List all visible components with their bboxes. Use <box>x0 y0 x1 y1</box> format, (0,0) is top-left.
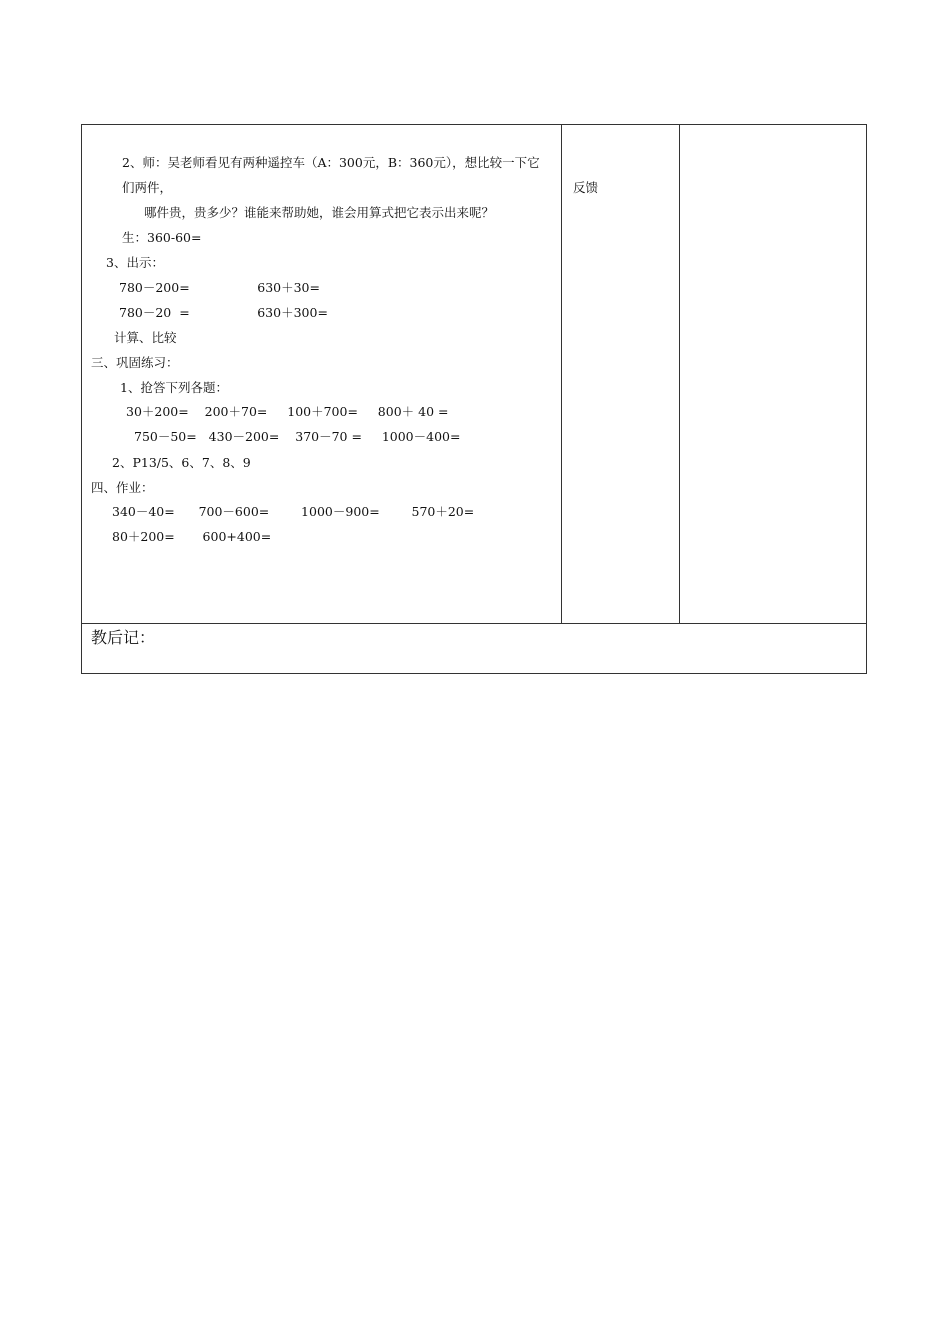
feedback-label: 反馈 <box>573 180 599 195</box>
content-line: 计算、比较 <box>114 330 177 345</box>
content-line: 2、师：吴老师看见有两种遥控车（A：300元，B：360元），想比较一下它 <box>122 155 540 170</box>
lesson-plan-table <box>81 124 867 674</box>
afterword-label: 教后记： <box>91 628 156 647</box>
content-line: 2、P13/5、6、7、8、9 <box>112 455 251 470</box>
content-line: 三、巩固练习： <box>91 355 179 370</box>
content-line: 1、抢答下列各题： <box>120 380 228 395</box>
content-line: 340－40= 700－600= 1000－900= 570＋20= <box>112 504 475 519</box>
content-line: 780－20 = 630＋300= <box>119 305 328 320</box>
content-line: 780－200= 630＋30= <box>119 280 320 295</box>
content-line: 750－50= 430－200= 370－70 = 1000－400= <box>134 429 461 444</box>
column-divider <box>679 125 680 623</box>
content-line: 们两件， <box>122 180 173 195</box>
content-line: 生：360-60= <box>122 230 202 245</box>
content-line: 3、出示： <box>106 255 164 270</box>
content-line: 30＋200= 200＋70= 100＋700= 800＋ 40 = <box>126 404 449 419</box>
column-divider <box>561 125 562 623</box>
content-line: 80＋200= 600+400= <box>112 529 272 544</box>
content-line: 哪件贵，贵多少？谁能来帮助她，谁会用算式把它表示出来呢？ <box>144 205 495 220</box>
content-line: 四、作业： <box>91 480 154 495</box>
row-divider <box>82 623 866 624</box>
